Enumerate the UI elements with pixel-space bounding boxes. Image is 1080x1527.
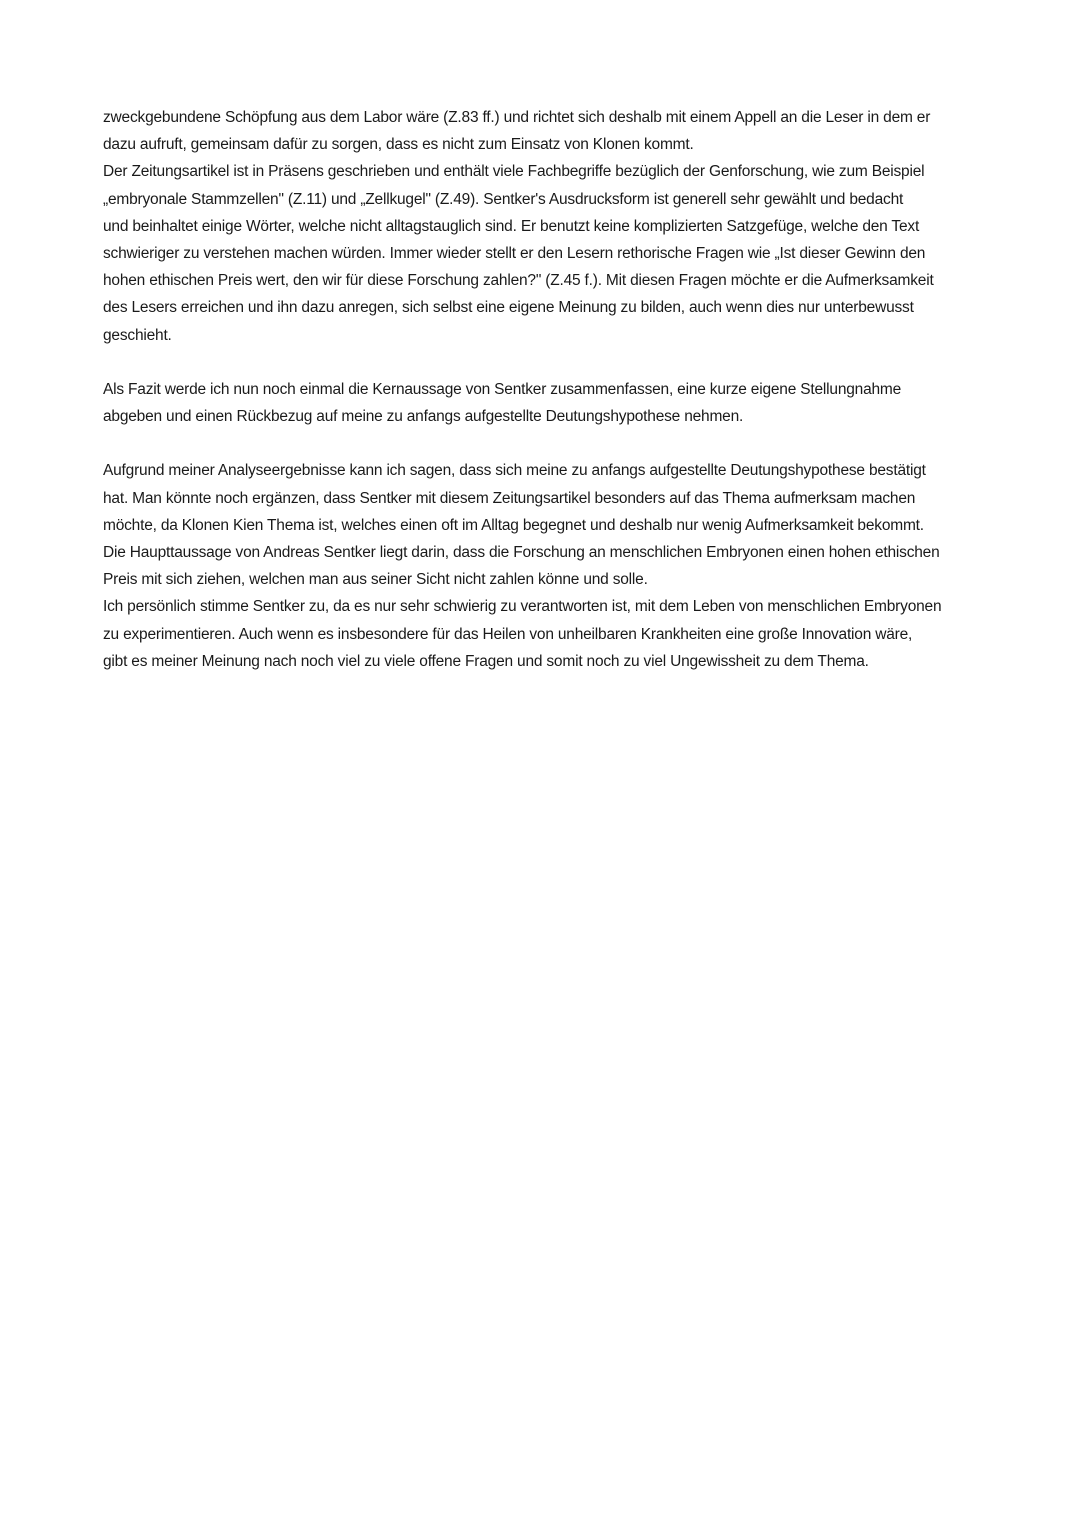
- text-line: Der Zeitungsartikel ist in Präsens geschrieben und enthält viele Fachbegriffe bezüglich der Genforschung, wie zum Beispiel: [103, 163, 925, 181]
- paragraph-gap: [103, 430, 983, 457]
- text-line: hat. Man könnte noch ergänzen, dass Sentker mit diesem Zeitungsartikel besonders auf das Thema aufmerksam machen: [103, 489, 916, 507]
- text-line: zweckgebundene Schöpfung aus dem Labor wäre (Z.83 ff.) und richtet sich deshalb mit einem Appell an die Leser in dem er: [103, 109, 931, 126]
- paragraph-gap: [103, 349, 983, 376]
- text-line: geschieht.: [103, 326, 172, 344]
- body-text: [103, 104, 983, 675]
- text-line: zu experimentieren. Auch wenn es insbesondere für das Heilen von unheilbaren Krankheiten eine große Innovation wäre,: [103, 625, 913, 643]
- text-line: dazu aufruft, gemeinsam dafür zu sorgen, dass es nicht zum Einsatz von Klonen kommt.: [103, 136, 694, 154]
- text-line: des Lesers erreichen und ihn dazu anregen, sich selbst eine eigene Meinung zu bilden, auch wenn dies nur unterbewusst: [103, 299, 914, 317]
- text-line: abgeben und einen Rückbezug auf meine zu anfangs aufgestellte Deutungshypothese nehmen.: [103, 408, 744, 426]
- text-line: „embryonale Stammzellen" (Z.11) und „Zellkugel" (Z.49). Sentker's Ausdrucksform ist generell sehr gewählt und bedacht: [103, 190, 904, 208]
- text-line: Als Fazit werde ich nun noch einmal die Kernaussage von Sentker zusammenfassen, eine kurze eigene Stellungnahme: [103, 380, 902, 398]
- text-line: Preis mit sich ziehen, welchen man aus seiner Sicht nicht zahlen könne und solle.: [103, 571, 648, 589]
- text-line: möchte, da Klonen Kien Thema ist, welches einen oft im Alltag begegnet und deshalb nur wenig Aufmerksamkeit bekommt.: [103, 516, 924, 534]
- text-line: Die Haupttaussage von Andreas Sentker liegt darin, dass die Forschung an menschlichen Embryonen einen hohen ethischen: [103, 544, 940, 561]
- text-line: Aufgrund meiner Analyseergebnisse kann ich sagen, dass sich meine zu anfangs aufgestellte Deutungshypothese bestätigt: [103, 462, 926, 480]
- text-line: und beinhaltet einige Wörter, welche nicht alltagstauglich sind. Er benutzt keine komplizierten Satzgefüge, welche den Text: [103, 217, 920, 235]
- text-line: schwieriger zu verstehen machen würden. Immer wieder stellt er den Lesern rethorische Fragen wie „Ist dieser Gewinn den: [103, 244, 926, 262]
- text-line: hohen ethischen Preis wert, den wir für diese Forschung zahlen?" (Z.45 f.). Mit diesen Fragen möchte er die Aufmerksamkeit: [103, 272, 934, 290]
- text-line: gibt es meiner Meinung nach noch viel zu viele offene Fragen und somit noch zu viel Ungewissheit zu dem Thema.: [103, 652, 869, 670]
- text-line: Ich persönlich stimme Sentker zu, da es nur sehr schwierig zu verantworten ist, mit dem Leben von menschlichen Embryonen: [103, 598, 942, 616]
